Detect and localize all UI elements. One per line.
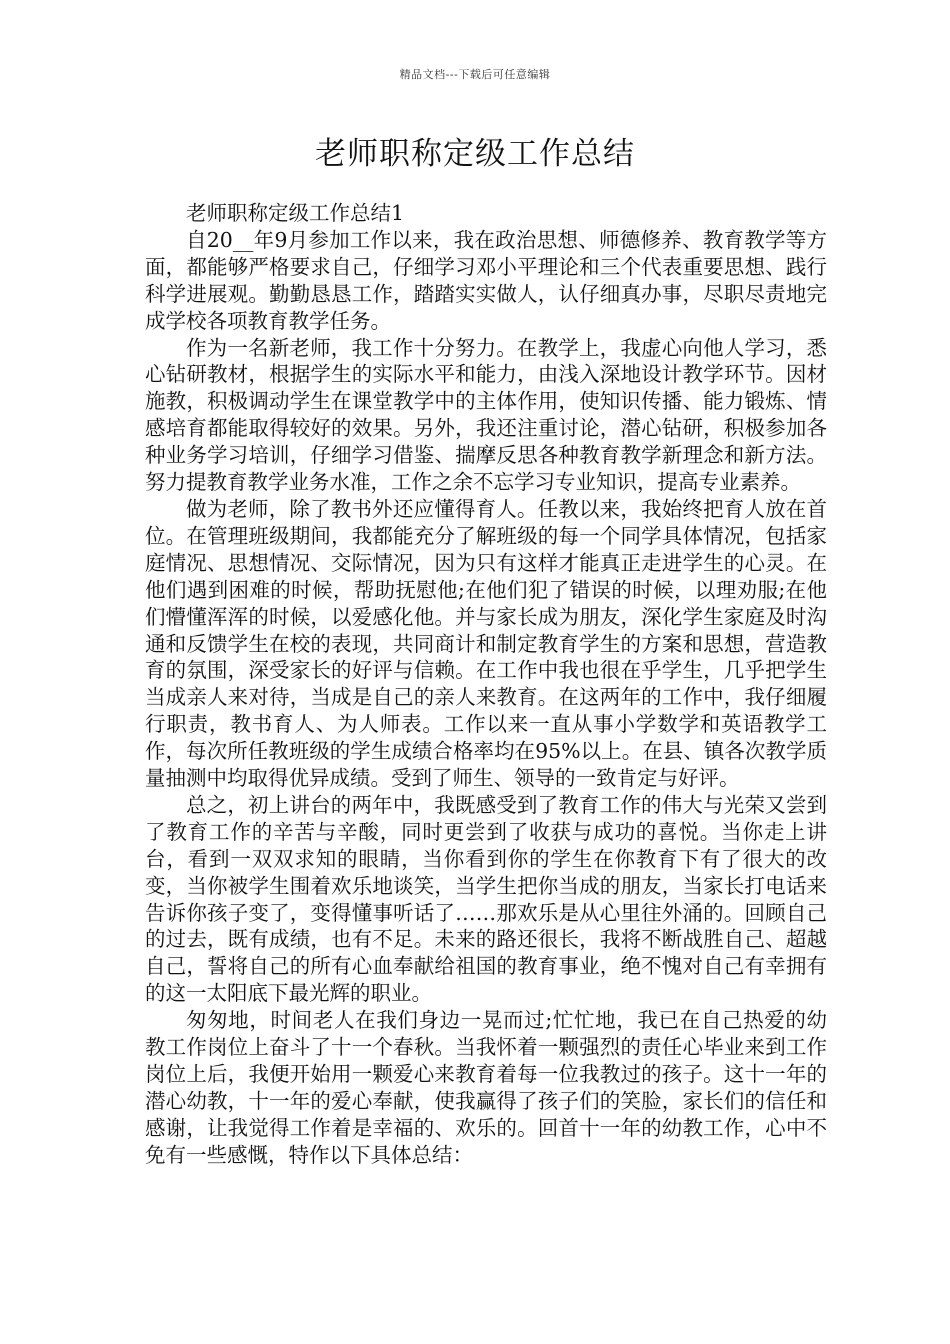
paragraph: 做为老师，除了教书外还应懂得育人。任教以来，我始终把育人放在首位。在管理班级期间，我都能充分了解班级的每一个同学具体情况，包括家庭情况、思想情况、交际情况，因为只有这样才能真正走进学生的心灵。在他们遇到困难的时候，帮助抚慰他;在他们犯了错误的时候，以理劝服;在他们懵懂浑浑的时候，以爱感化他。并与家长成为朋友，深化学生家庭及时沟通和反馈学生在校的表现，共同商计和制定教育学生的方案和思想，营造教育的氛围，深受家长的好评与信赖。在工作中我也很在乎学生，几乎把学生当成亲人来对待，当成是自己的亲人来教育。在这两年的工作中，我仔细履行职责，教书育人、为人师表。工作以来一直从事小学数学和英语教学工作，每次所任教班级的学生成绩合格率均在95%以上。在县、镇各次教学质量抽测中均取得优异成绩。受到了师生、领导的一致肯定与好评。 (145, 496, 827, 791)
document-body (145, 200, 827, 1169)
header-note: 精品文档---下载后可任意编辑 (399, 68, 551, 81)
paragraph: 总之，初上讲台的两年中，我既感受到了教育工作的伟大与光荣又尝到了教育工作的辛苦与辛酸，同时更尝到了收获与成功的喜悦。当你走上讲台，看到一双双求知的眼睛，当你看到你的学生在你教育下有了很大的改变，当你被学生围着欢乐地谈笑，当学生把你当成的朋友，当家长打电话来告诉你孩子变了，变得懂事听话了……那欢乐是从心里往外涌的。回顾自己的过去，既有成绩，也有不足。未来的路还很长，我将不断战胜自己、超越自己，誓将自己的所有心血奉献给祖国的教育事业，绝不愧对自己有幸拥有的这一太阳底下最光辉的职业。 (145, 792, 827, 1006)
document-title: 老师职称定级工作总结 (315, 136, 635, 172)
paragraph: 作为一名新老师，我工作十分努力。在教学上，我虚心向他人学习，悉心钻研教材，根据学生的实际水平和能力，由浅入深地设计教学环节。因材施教，积极调动学生在课堂教学中的主体作用，使知识传播、能力锻炼、情感培育都能取得较好的效果。另外，我还注重讨论，潜心钻研，积极参加各种业务学习培训，仔细学习借鉴、揣摩反思各种教育教学新理念和新方法。努力提教育教学业务水准，工作之余不忘学习专业知识，提高专业素养。 (145, 335, 827, 495)
paragraph: 匆匆地，时间老人在我们身边一晃而过;忙忙地，我已在自己热爱的幼教工作岗位上奋斗了十一个春秋。当我怀着一颗强烈的责任心毕业来到工作岗位上后，我便开始用一颗爱心来教育着每一位我教过的孩子。这十一年的潜心幼教，十一年的爱心奉献，使我赢得了孩子们的笑脸，家长们的信任和感谢，让我觉得工作着是幸福的、欢乐的。回首十一年的幼教工作，心中不免有一些感慨，特作以下具体总结： (145, 1008, 827, 1167)
section-heading: 老师职称定级工作总结1 (186, 201, 405, 225)
paragraph: 自20__年9月参加工作以来，我在政治思想、师德修养、教育教学等方面，都能够严格要求自己，仔细学习邓小平理论和三个代表重要思想、践行科学进展观。勤勤恳恳工作，踏踏实实做人，认仔细真办事，尽职尽责地完成学校各项教育教学任务。 (145, 227, 827, 333)
